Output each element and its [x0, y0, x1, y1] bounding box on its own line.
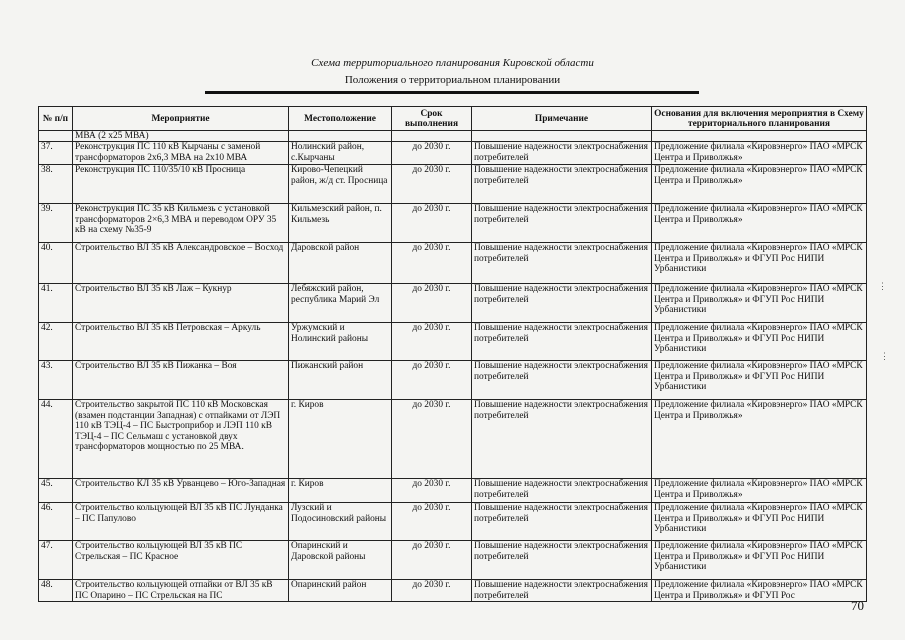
cell-note: Повышение надежности электроснабжения потребителей [472, 503, 652, 541]
cell-num [39, 131, 73, 142]
plan-table [38, 106, 867, 602]
header-location: Местоположение [289, 107, 392, 131]
cell-num: 38. [39, 165, 73, 204]
cell-num: 37. [39, 142, 73, 165]
cell-num: 43. [39, 361, 73, 400]
table-row [39, 503, 867, 541]
cell-location: г. Киров [289, 479, 392, 503]
table-row [39, 541, 867, 580]
table-row [39, 580, 867, 602]
header-note: Примечание [472, 107, 652, 131]
header-event: Мероприятие [73, 107, 289, 131]
cell-basis: Предложение филиала «Кировэнерго» ПАО «МРСК Центра и Приволжья» и ФГУП Рос [652, 580, 867, 602]
cell-note: Повышение надежности электроснабжения потребителей [472, 580, 652, 602]
cell-location: Лузский и Подосиновский районы [289, 503, 392, 541]
table-row [39, 400, 867, 479]
table-row [39, 243, 867, 284]
cell-term: до 2030 г. [392, 541, 472, 580]
cell-basis: Предложение филиала «Кировэнерго» ПАО «МРСК Центра и Приволжья» и ФГУП Рос НИПИ Урбанистики [652, 361, 867, 400]
cell-event: Строительство ВЛ 35 кВ Петровская – Аркуль [73, 323, 289, 361]
cell-note: Повышение надежности электроснабжения потребителей [472, 361, 652, 400]
cell-basis: Предложение филиала «Кировэнерго» ПАО «МРСК Центра и Приволжья» [652, 204, 867, 243]
cell-note: Повышение надежности электроснабжения потребителей [472, 165, 652, 204]
cell-num: 45. [39, 479, 73, 503]
cell-term: до 2030 г. [392, 204, 472, 243]
cell-location: Уржумский и Нолинский районы [289, 323, 392, 361]
header-divider [205, 91, 699, 94]
scan-margin-mark: ⋮ [880, 351, 889, 361]
header-term: Срок выполнения [392, 107, 472, 131]
cell-location [289, 131, 392, 142]
document-title: Схема территориального планирования Кировской области [311, 57, 594, 69]
scan-margin-mark: ⋮ [878, 281, 887, 291]
header-num: № п/п [39, 107, 73, 131]
cell-term: до 2030 г. [392, 243, 472, 284]
page-number: 70 [851, 598, 864, 613]
cell-note: Повышение надежности электроснабжения потребителей [472, 142, 652, 165]
cell-basis: Предложение филиала «Кировэнерго» ПАО «МРСК Центра и Приволжья» и ФГУП Рос НИПИ Урбанистики [652, 284, 867, 323]
cell-event: Строительство ВЛ 35 кВ Александровское – Восход [73, 243, 289, 284]
cell-event: Строительство кольцующей отпайки от ВЛ 35 кВ ПС Опарино – ПС Стрельская на ПС [73, 580, 289, 602]
continuation-row [39, 131, 867, 142]
cell-basis: Предложение филиала «Кировэнерго» ПАО «МРСК Центра и Приволжья» [652, 479, 867, 503]
cell-term: до 2030 г. [392, 503, 472, 541]
cell-location: Кирово-Чепецкий район, ж/д ст. Просница [289, 165, 392, 204]
cell-event: Строительство КЛ 35 кВ Урванцево – Юго-Западная [73, 479, 289, 503]
cell-event: Строительство закрытой ПС 110 кВ Московская (взамен подстанции Западная) с отпайками от ЛЭП 110 кВ ТЭЦ-4 – ПС Быстроприбор и ЛЭП 110 кВ ТЭЦ-4 – ПС Сельмаш с установкой двух трансформаторов мощностью по 25 МВА. [73, 400, 289, 479]
table-header-row [39, 107, 867, 131]
cell-location: г. Киров [289, 400, 392, 479]
cell-basis: Предложение филиала «Кировэнерго» ПАО «МРСК Центра и Приволжья» [652, 165, 867, 204]
cell-term: до 2030 г. [392, 361, 472, 400]
cell-term: до 2030 г. [392, 400, 472, 479]
table-row [39, 361, 867, 400]
cell-basis: Предложение филиала «Кировэнерго» ПАО «МРСК Центра и Приволжья» и ФГУП Рос НИПИ Урбанистики [652, 323, 867, 361]
cell-event: Реконструкция ПС 110/35/10 кВ Просница [73, 165, 289, 204]
cell-note: Повышение надежности электроснабжения потребителей [472, 400, 652, 479]
cell-term [392, 131, 472, 142]
cell-num: 39. [39, 204, 73, 243]
cell-basis: Предложение филиала «Кировэнерго» ПАО «МРСК Центра и Приволжья» и ФГУП Рос НИПИ Урбанистики [652, 243, 867, 284]
cell-basis: Предложение филиала «Кировэнерго» ПАО «МРСК Центра и Приволжья» [652, 400, 867, 479]
table-row [39, 323, 867, 361]
cell-basis: Предложение филиала «Кировэнерго» ПАО «МРСК Центра и Приволжья» и ФГУП Рос НИПИ Урбанистики [652, 541, 867, 580]
document-subtitle: Положения о территориальном планировании [344, 74, 561, 86]
cell-event: Строительство ВЛ 35 кВ Пижанка – Воя [73, 361, 289, 400]
cell-note: Повышение надежности электроснабжения потребителей [472, 541, 652, 580]
cell-num: 44. [39, 400, 73, 479]
cell-num: 41. [39, 284, 73, 323]
cell-basis: Предложение филиала «Кировэнерго» ПАО «МРСК Центра и Приволжья» [652, 142, 867, 165]
cell-note: Повышение надежности электроснабжения потребителей [472, 479, 652, 503]
cell-event: МВА (2 х25 МВА) [73, 131, 289, 142]
cell-location: Опаринский район [289, 580, 392, 602]
cell-location: Опаринский и Даровской районы [289, 541, 392, 580]
cell-location: Даровской район [289, 243, 392, 284]
cell-event: Строительство ВЛ 35 кВ Лаж – Кукнур [73, 284, 289, 323]
cell-note: Повышение надежности электроснабжения потребителей [472, 323, 652, 361]
cell-num: 42. [39, 323, 73, 361]
cell-term: до 2030 г. [392, 284, 472, 323]
cell-term: до 2030 г. [392, 580, 472, 602]
cell-event: Строительство кольцующей ВЛ 35 кВ ПС Стрельская – ПС Красное [73, 541, 289, 580]
cell-note: Повышение надежности электроснабжения потребителей [472, 243, 652, 284]
cell-note [472, 131, 652, 142]
cell-event: Строительство кольцующей ВЛ 35 кВ ПС Лунданка – ПС Папулово [73, 503, 289, 541]
table-row [39, 284, 867, 323]
cell-location: Пижанский район [289, 361, 392, 400]
table-row [39, 165, 867, 204]
cell-num: 46. [39, 503, 73, 541]
cell-term: до 2030 г. [392, 165, 472, 204]
table-row [39, 142, 867, 165]
cell-event: Реконструкция ПС 35 кВ Кильмезь с установкой трансформаторов 2×6,3 МВА и переводом ОРУ 35 кВ на схему №35-9 [73, 204, 289, 243]
cell-note: Повышение надежности электроснабжения потребителей [472, 284, 652, 323]
header-basis: Основания для включения мероприятия в Схему территориального планирования [652, 107, 867, 131]
cell-term: до 2030 г. [392, 479, 472, 503]
cell-term: до 2030 г. [392, 323, 472, 361]
cell-num: 47. [39, 541, 73, 580]
table-row [39, 479, 867, 503]
cell-basis: Предложение филиала «Кировэнерго» ПАО «МРСК Центра и Приволжья» и ФГУП Рос НИПИ Урбанистики [652, 503, 867, 541]
cell-location: Лебяжский район, республика Марий Эл [289, 284, 392, 323]
cell-num: 40. [39, 243, 73, 284]
cell-event: Реконструкция ПС 110 кВ Кырчаны с заменой трансформаторов 2х6,3 МВА на 2х10 МВА [73, 142, 289, 165]
cell-note: Повышение надежности электроснабжения потребителей [472, 204, 652, 243]
cell-location: Кильмезский район, п. Кильмезь [289, 204, 392, 243]
table-row [39, 204, 867, 243]
cell-term: до 2030 г. [392, 142, 472, 165]
cell-location: Нолинский район, с.Кырчаны [289, 142, 392, 165]
cell-basis [652, 131, 867, 142]
cell-num: 48. [39, 580, 73, 602]
